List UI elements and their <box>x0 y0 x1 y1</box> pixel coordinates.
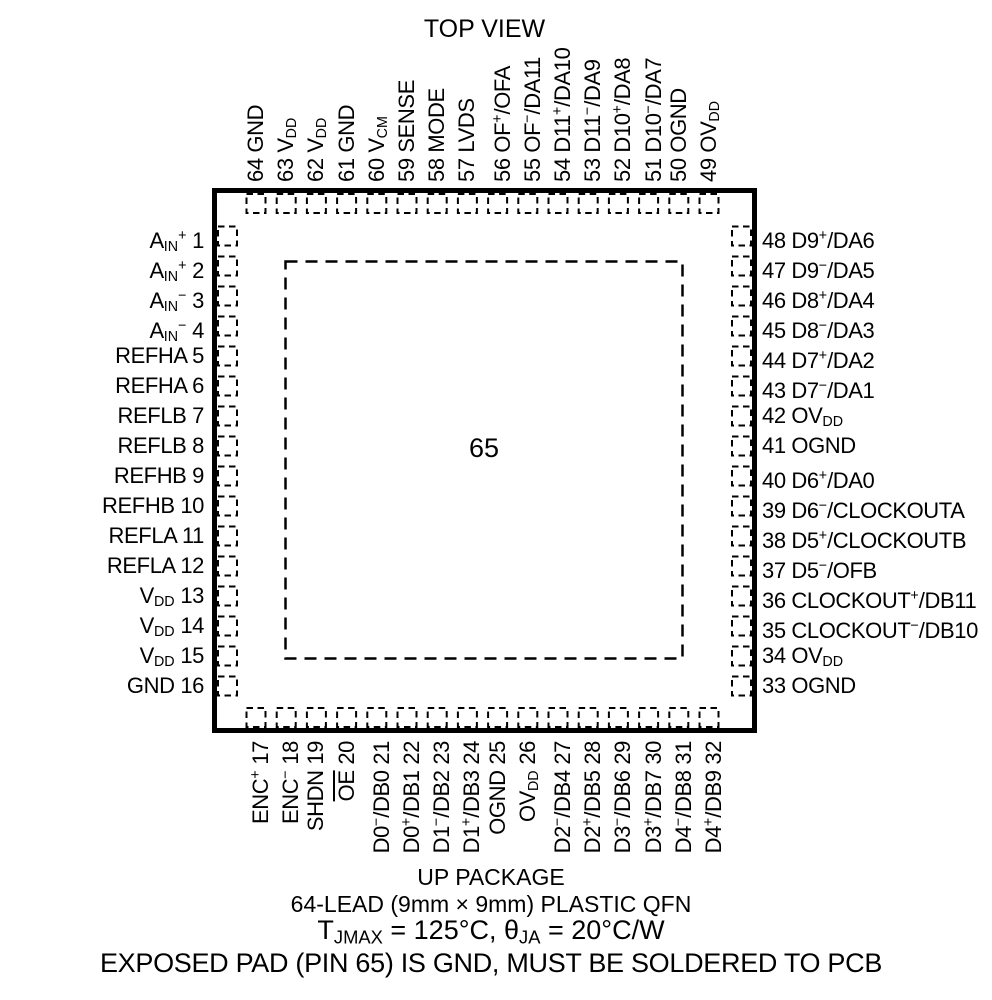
pin-pad-left-15 <box>218 647 237 666</box>
pin-pad-right-41 <box>732 437 751 456</box>
pin-pad-top-51 <box>639 194 658 213</box>
pin-label-top-63: 63 $V_{DD}$ <box>273 117 301 182</box>
pin-pad-top-53 <box>579 194 598 213</box>
pin-pad-bottom-24 <box>458 708 477 727</box>
pin-pad-top-57 <box>458 194 477 213</box>
pin-pad-bottom-27 <box>549 708 568 727</box>
pin-label-top-62: 62 $V_{DD}$ <box>303 117 331 182</box>
pin-label-bottom-17: ENC+ 17 <box>247 741 273 824</box>
pin-label-right-39: 39 D6−/CLOCKOUTA <box>762 497 965 523</box>
pin-label-bottom-26: $OV_{DD}$ 26 <box>514 741 542 823</box>
pin-pad-bottom-20 <box>337 708 356 727</box>
pin-pad-left-9 <box>218 467 237 486</box>
pin-pad-bottom-23 <box>428 708 447 727</box>
pin-label-bottom-25: OGND 25 <box>484 741 510 835</box>
pin-label-right-47: 47 D9−/DA5 <box>762 257 875 283</box>
pin-label-right-37: 37 D5−/OFB <box>762 557 877 583</box>
pin-label-bottom-27: D2−/DB4 27 <box>549 741 575 854</box>
pin-pad-top-59 <box>398 194 417 213</box>
pin-pad-left-7 <box>218 407 237 426</box>
pin-pad-bottom-32 <box>700 708 719 727</box>
pin-label-top-57: 57 LVDS <box>454 98 480 182</box>
pin-pad-bottom-22 <box>398 708 417 727</box>
pin-label-top-55: 55 OF−/DA11 <box>519 56 545 182</box>
pin-pad-bottom-28 <box>579 708 598 727</box>
thermal-note: $T_{JMAX} = 125^\circ C$, $\theta_{JA} = 20^\circ C/W$ <box>317 915 665 948</box>
pin-pad-left-11 <box>218 527 237 546</box>
pin-label-right-38: 38 D5+/CLOCKOUTB <box>762 527 967 553</box>
pin-pad-top-56 <box>488 194 507 213</box>
pin-label-right-46: 46 D8+/DA4 <box>762 287 875 313</box>
pin-label-left-9: REFHB 9 <box>113 463 204 488</box>
pin-label-top-61: 61 GND <box>333 104 359 182</box>
pin-label-bottom-19: SHDN 19 <box>303 741 329 832</box>
pin-pad-right-48 <box>732 227 751 246</box>
pin-label-bottom-18: ENC− 18 <box>278 741 304 824</box>
pin-pad-right-38 <box>732 527 751 546</box>
pin-pad-right-34 <box>732 647 751 666</box>
pin-pad-top-62 <box>307 194 326 213</box>
pin-pad-right-35 <box>732 617 751 636</box>
pin-label-left-5: REFHA 5 <box>115 343 204 368</box>
pin-pad-left-14 <box>218 617 237 636</box>
pin-pad-right-36 <box>732 587 751 606</box>
pin-label-left-12: REFLA 12 <box>106 553 204 578</box>
pin-pad-top-50 <box>669 194 688 213</box>
package-description: 64-LEAD (9mm × 9mm) PLASTIC QFN <box>290 891 692 917</box>
pin-label-right-35: 35 CLOCKOUT−/DB10 <box>762 617 978 643</box>
pin-pad-left-8 <box>218 437 237 456</box>
pin-label-right-45: 45 D8−/DA3 <box>762 317 875 343</box>
pin-label-bottom-24: D1+/DB3 24 <box>459 741 485 854</box>
pin-pad-right-45 <box>732 317 751 336</box>
pin-label-top-53: 53 D11−/DA9 <box>580 59 606 182</box>
pin-label-right-41: 41 OGND <box>762 433 856 458</box>
pin-pad-bottom-21 <box>367 708 386 727</box>
pin-label-top-51: 51 D10−/DA7 <box>640 57 666 182</box>
pin-label-right-43: 43 D7−/DA1 <box>762 377 875 403</box>
pin-pad-left-13 <box>218 587 237 606</box>
pin-label-top-50: 50 OGND <box>665 88 691 182</box>
pin-pad-right-47 <box>732 257 751 276</box>
pin-label-right-40: 40 D6+/DA0 <box>762 467 875 493</box>
pin-pad-bottom-26 <box>518 708 537 727</box>
pin-label-right-42: 42 $OV_{DD}$ <box>762 403 844 431</box>
pin-pad-right-43 <box>732 377 751 396</box>
pin-pad-left-10 <box>218 497 237 516</box>
pin-label-bottom-28: D2+/DB5 28 <box>580 741 606 854</box>
pin-label-left-11: REFLA 11 <box>108 523 204 548</box>
pin-pad-right-40 <box>732 467 751 486</box>
pin-label-bottom-30: D3+/DB7 30 <box>640 741 666 854</box>
pin-pad-bottom-18 <box>277 708 296 727</box>
pin-pad-left-16 <box>218 677 237 696</box>
pin-pad-left-3 <box>218 287 237 306</box>
pin-label-left-13: $V_{DD}$ 13 <box>139 583 204 611</box>
pin-label-left-16: GND 16 <box>126 673 204 698</box>
pin-label-top-59: 59 SENSE <box>394 80 419 182</box>
pin-label-bottom-32: D4+/DB9 32 <box>700 741 726 854</box>
pin-label-left-2: $A_{IN}^+$ 2 <box>149 257 204 285</box>
pin-label-bottom-22: D0+/DB1 22 <box>398 741 424 854</box>
pin-label-right-36: 36 CLOCKOUT+/DB11 <box>762 587 977 613</box>
chip-body <box>212 188 757 733</box>
pin-label-top-54: 54 D11+/DA10 <box>549 47 575 182</box>
pin-pad-bottom-30 <box>639 708 658 727</box>
package-name: UP PACKAGE <box>417 864 565 890</box>
pin-label-bottom-31: D4−/DB8 31 <box>670 741 696 854</box>
pin-label-top-60: 60 $V_{CM}$ <box>363 116 391 182</box>
exposed-pad-note: EXPOSED PAD (PIN 65) IS GND, MUST BE SOLDERED TO PCB <box>99 948 883 978</box>
page-title: TOP VIEW <box>423 15 546 43</box>
pin-pad-top-58 <box>428 194 447 213</box>
pin-pad-top-61 <box>337 194 356 213</box>
pin-pad-left-4 <box>218 317 237 336</box>
pin-pad-left-5 <box>218 347 237 366</box>
pin-pad-right-44 <box>732 347 751 366</box>
pin-pad-bottom-25 <box>488 708 507 727</box>
pin-label-top-49: 49 $OV_{DD}$ <box>696 100 724 182</box>
pin-label-bottom-21: D0−/DB0 21 <box>368 741 394 854</box>
pin-pad-right-46 <box>732 287 751 306</box>
pin-label-bottom-20: OE 20 <box>333 741 359 802</box>
pin-pad-top-63 <box>277 194 296 213</box>
pin-label-bottom-23: D1−/DB2 23 <box>429 741 455 854</box>
pin-label-left-15: $V_{DD}$ 15 <box>139 643 204 671</box>
pin-label-bottom-29: D3−/DB6 29 <box>610 741 636 854</box>
pin-label-top-52: 52 D10+/DA8 <box>610 57 636 182</box>
pin-label-left-7: REFLB 7 <box>117 403 204 428</box>
pin-pad-bottom-29 <box>609 708 628 727</box>
pin-label-left-3: $A_{IN}^-$ 3 <box>149 287 204 315</box>
pin-label-left-6: REFHA 6 <box>115 373 204 398</box>
exposed-pad-number: 65 <box>468 432 500 463</box>
pin-pad-top-54 <box>549 194 568 213</box>
pin-pad-bottom-19 <box>307 708 326 727</box>
pin-pad-left-1 <box>218 227 237 246</box>
pin-pad-top-64 <box>247 194 266 213</box>
pin-pad-top-49 <box>700 194 719 213</box>
pin-pad-right-42 <box>732 407 751 426</box>
pin-label-top-56: 56 OF+/OFA <box>489 65 515 182</box>
pin-pad-left-12 <box>218 557 237 576</box>
pin-label-left-14: $V_{DD}$ 14 <box>139 613 204 641</box>
pin-pad-left-2 <box>218 257 237 276</box>
pin-pad-right-33 <box>732 677 751 696</box>
pin-label-left-1: $A_{IN}^+$ 1 <box>149 227 204 255</box>
pin-pad-bottom-17 <box>247 708 266 727</box>
pin-label-right-44: 44 D7+/DA2 <box>762 347 875 373</box>
pin-label-left-10: REFHB 10 <box>102 493 204 518</box>
pin-label-top-64: 64 GND <box>243 104 268 182</box>
pin-pad-top-52 <box>609 194 628 213</box>
pin-pad-right-37 <box>732 557 751 576</box>
pin-label-left-4: $A_{IN}^-$ 4 <box>149 317 204 345</box>
pin-label-right-34: 34 $OV_{DD}$ <box>762 643 844 671</box>
pin-label-right-33: 33 OGND <box>762 673 856 698</box>
pin-pad-left-6 <box>218 377 237 396</box>
pin-label-right-48: 48 D9+/DA6 <box>762 227 875 253</box>
pin-pad-top-60 <box>367 194 386 213</box>
pin-pad-right-39 <box>732 497 751 516</box>
pin-label-left-8: REFLB 8 <box>117 433 204 458</box>
pin-pad-bottom-31 <box>669 708 688 727</box>
pin-label-top-58: 58 MODE <box>424 88 450 182</box>
pin-pad-top-55 <box>518 194 537 213</box>
